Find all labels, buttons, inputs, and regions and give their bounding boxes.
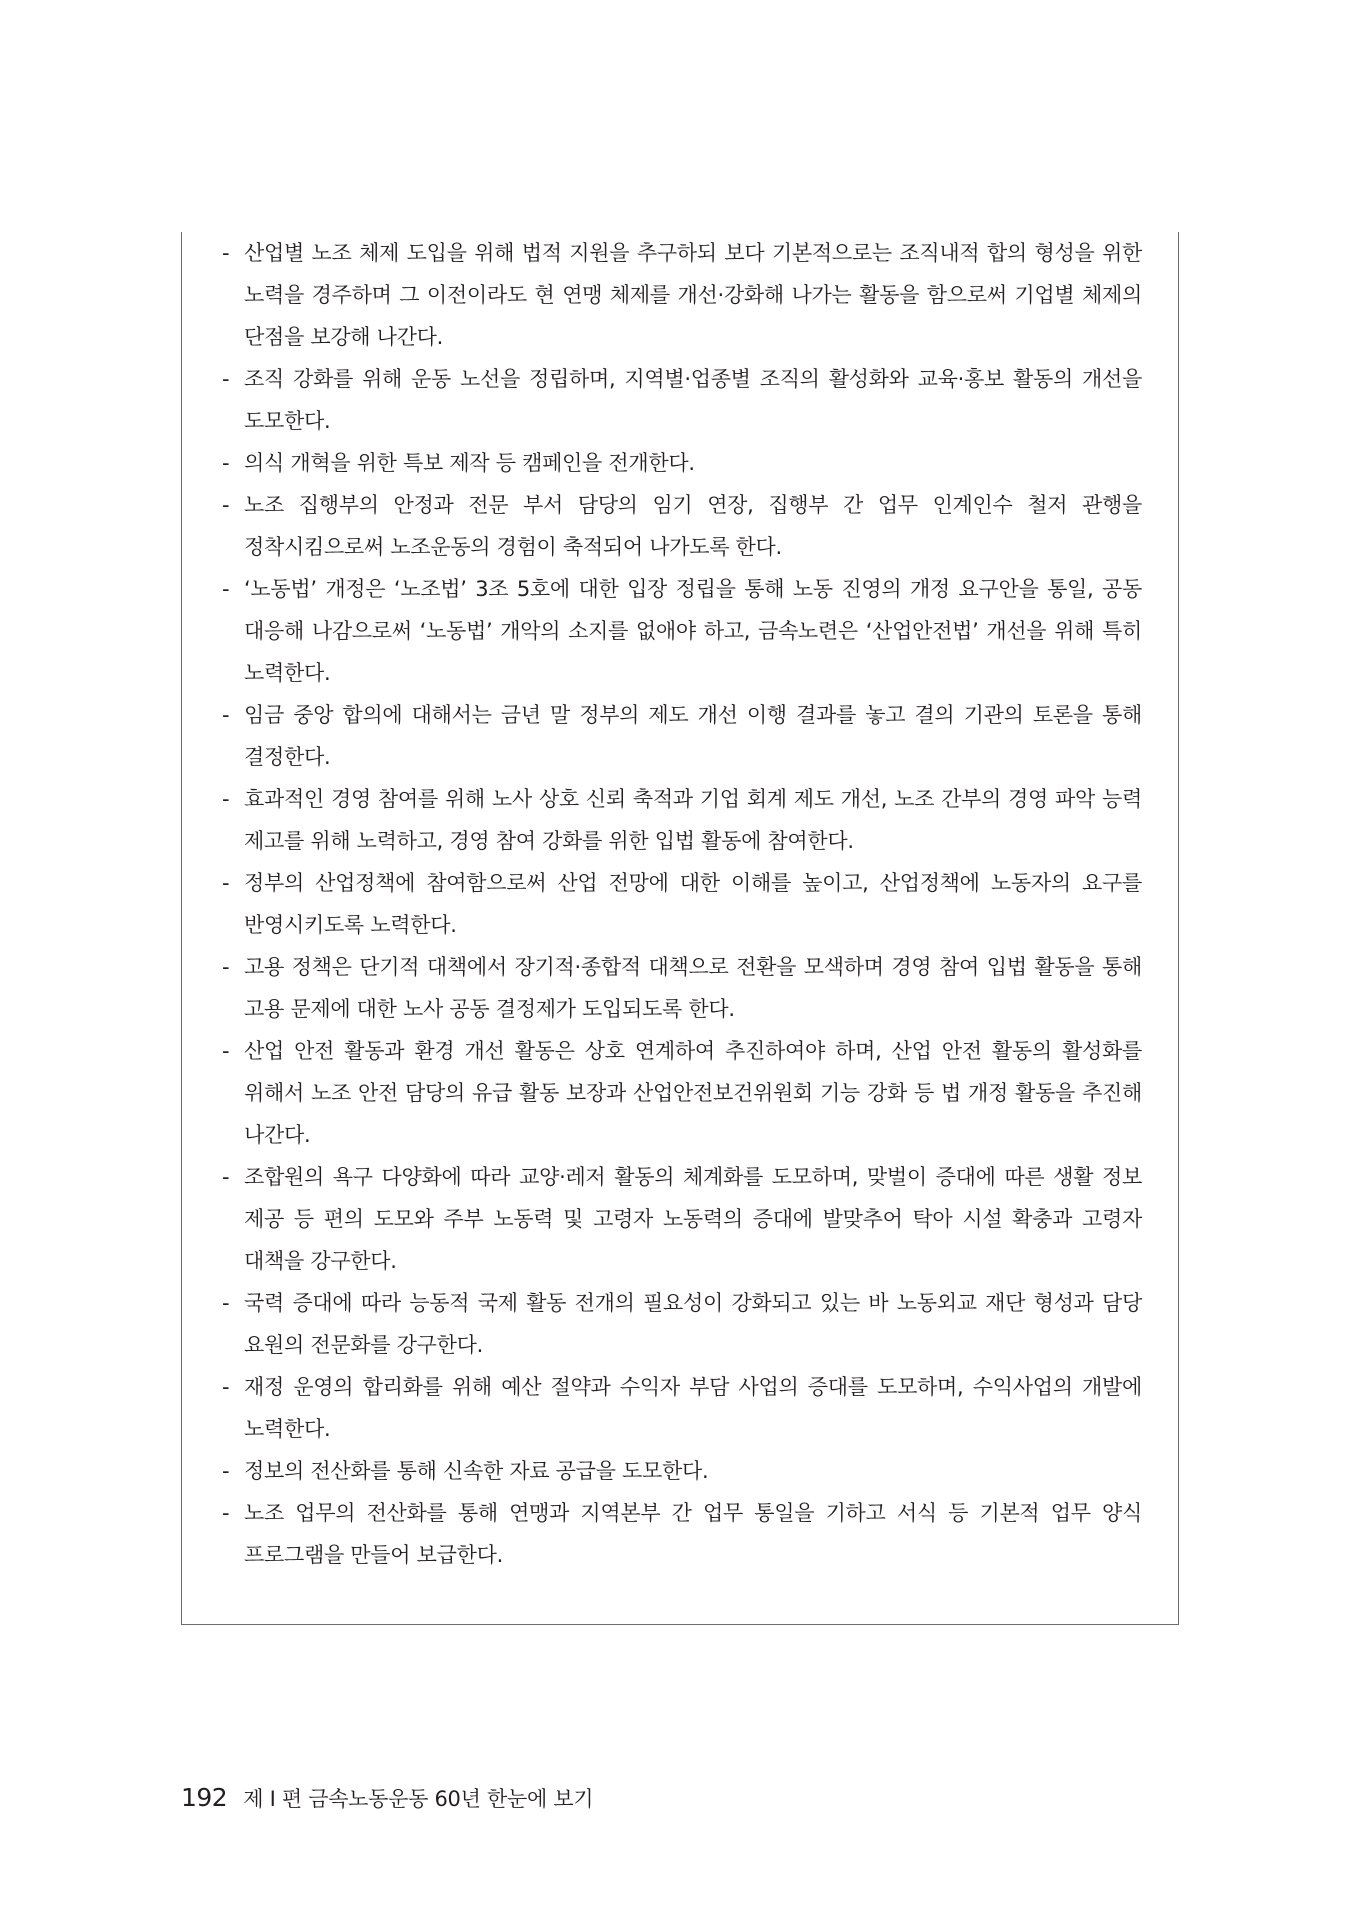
- list-item-text: 노조 업무의 전산화를 통해 연맹과 지역본부 간 업무 통일을 기하고 서식 등 기본적 업무 양식 프로그램을 만들어 보급한다.: [244, 1501, 1142, 1567]
- list-item-text: 고용 정책은 단기적 대책에서 장기적·종합적 대책으로 전환을 모색하며 경영 참여 입법 활동을 통해 고용 문제에 대한 노사 공동 결정제가 도입되도록 한다.: [244, 955, 1142, 1021]
- list-item-text: 재정 운영의 합리화를 위해 예산 절약과 수익자 부담 사업의 증대를 도모하며, 수익사업의 개발에 노력한다.: [244, 1375, 1142, 1441]
- dash-marker: -: [222, 1459, 230, 1483]
- list-item-text: 국력 증대에 따라 능동적 국제 활동 전개의 필요성이 강화되고 있는 바 노동외교 재단 형성과 담당 요원의 전문화를 강구한다.: [244, 1291, 1142, 1357]
- list-item-text: 조합원의 욕구 다양화에 따라 교양·레저 활동의 체계화를 도모하며, 맞벌이 증대에 따른 생활 정보 제공 등 편의 도모와 주부 노동력 및 고령자 노동력의 증대에 발맞추어 탁아 시설 확충과 고령자 대책을 강구한다.: [244, 1165, 1142, 1273]
- list-item: [222, 1156, 1142, 1282]
- dash-marker: -: [222, 1291, 230, 1315]
- list-item: [222, 862, 1142, 946]
- list-item-text: 정부의 산업정책에 참여함으로써 산업 전망에 대한 이해를 높이고, 산업정책에 노동자의 요구를 반영시키도록 노력한다.: [244, 871, 1142, 937]
- list-item: [222, 484, 1142, 568]
- list-item: [222, 1492, 1142, 1576]
- dash-marker: -: [222, 367, 230, 391]
- dash-marker: -: [222, 1039, 230, 1063]
- dash-marker: -: [222, 703, 230, 727]
- list-item-text: 정보의 전산화를 통해 신속한 자료 공급을 도모한다.: [244, 1459, 709, 1483]
- list-item: [222, 694, 1142, 778]
- list-item-text: 효과적인 경영 참여를 위해 노사 상호 신뢰 축적과 기업 회계 제도 개선, 노조 간부의 경영 파악 능력 제고를 위해 노력하고, 경영 참여 강화를 위한 입법 활동에 참여한다.: [244, 787, 1142, 853]
- list-item: [222, 1282, 1142, 1366]
- page-footer: [181, 1783, 593, 1813]
- dash-marker: -: [222, 1165, 230, 1189]
- list-item: [222, 1030, 1142, 1156]
- list-item-text: ‘노동법’ 개정은 ‘노조법’ 3조 5호에 대한 입장 정립을 통해 노동 진영의 개정 요구안을 통일, 공동 대응해 나감으로써 ‘노동법’ 개악의 소지를 없애야 하고, 금속노련은 ‘산업안전법’ 개선을 위해 특히 노력한다.: [244, 577, 1142, 685]
- dash-marker: -: [222, 451, 230, 475]
- list-item-text: 산업별 노조 체제 도입을 위해 법적 지원을 추구하되 보다 기본적으로는 조직내적 합의 형성을 위한 노력을 경주하며 그 이전이라도 현 연맹 체제를 개선·강화해 나가는 활동을 함으로써 기업별 체제의 단점을 보강해 나간다.: [244, 241, 1142, 349]
- dash-marker: -: [222, 787, 230, 811]
- page-number: 192: [181, 1783, 228, 1812]
- list-item-text: 산업 안전 활동과 환경 개선 활동은 상호 연계하여 추진하여야 하며, 산업 안전 활동의 활성화를 위해서 노조 안전 담당의 유급 활동 보장과 산업안전보건위원회 기능 강화 등 법 개정 활동을 추진해 나간다.: [244, 1039, 1142, 1147]
- list-item: [222, 778, 1142, 862]
- list-item-text: 노조 집행부의 안정과 전문 부서 담당의 임기 연장, 집행부 간 업무 인계인수 철저 관행을 정착시킴으로써 노조운동의 경험이 축적되어 나가도록 한다.: [244, 493, 1142, 559]
- dash-marker: -: [222, 1375, 230, 1399]
- dash-marker: -: [222, 1501, 230, 1525]
- list-item-text: 의식 개혁을 위한 특보 제작 등 캠페인을 전개한다.: [244, 451, 695, 475]
- list-item: [222, 946, 1142, 1030]
- list-item-text: 임금 중앙 합의에 대해서는 금년 말 정부의 제도 개선 이행 결과를 놓고 결의 기관의 토론을 통해 결정한다.: [244, 703, 1142, 769]
- policy-list: [222, 232, 1142, 1576]
- list-item-text: 조직 강화를 위해 운동 노선을 정립하며, 지역별·업종별 조직의 활성화와 교육·홍보 활동의 개선을 도모한다.: [244, 367, 1142, 433]
- list-item: [222, 568, 1142, 694]
- dash-marker: -: [222, 241, 230, 265]
- dash-marker: -: [222, 577, 230, 601]
- dash-marker: -: [222, 493, 230, 517]
- dash-marker: -: [222, 871, 230, 895]
- list-item: [222, 442, 1142, 484]
- list-item: [222, 1450, 1142, 1492]
- content-box: [181, 232, 1179, 1625]
- dash-marker: -: [222, 955, 230, 979]
- list-item: [222, 232, 1142, 358]
- running-title: 제 I 편 금속노동운동 60년 한눈에 보기: [243, 1787, 594, 1811]
- list-item: [222, 1366, 1142, 1450]
- list-item: [222, 358, 1142, 442]
